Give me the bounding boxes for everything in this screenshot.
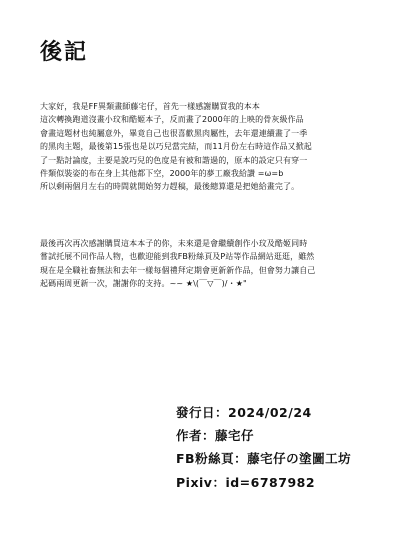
paragraph-line: 所以剩兩個月左右的時間就開始努力趕稿，最後總算還是把她給畫完了。 (40, 182, 300, 192)
paragraph-line: 大家好，我是FF異類畫師藤宅仔，首先一樣感謝購買我的本本 (40, 102, 261, 111)
paragraph-line: 了一點討論度，主要是說巧兒的色度是有被和諧過的，原本的設定只有穿一 (40, 155, 308, 165)
afterword-paragraph-1 (40, 100, 360, 194)
paragraph-line: 件類似裝姿的布在身上其他都下空，2000年的夢工廠我給讚 =ω=b (40, 169, 284, 179)
afterword-paragraph-2 (40, 237, 360, 291)
pixiv-id: Pixiv：id=6787982 (176, 474, 316, 490)
paragraph-line: 這次轉換跑道沒畫小玟和酷姬本子，反而畫了2000年的上映的骨灰級作品 (40, 115, 304, 125)
publication-info (176, 401, 351, 494)
page-title: 後記 (40, 40, 89, 65)
paragraph-line: 嘗試托展不同作品人物，也歡迎能到我FB粉絲頁及P站等作品網站逛逛，雖然 (40, 252, 315, 262)
paragraph-line: 的黑肉主題，最後第15張也是以巧兒當完結，而11月份左右時這作品又掀起 (40, 142, 312, 152)
paragraph-line: 最後再次再次感謝購買這本本子的你，未來還是會繼續創作小玟及酷姬同時 (40, 239, 308, 248)
paragraph-line: 起碼兩周更新一次，謝謝你的支持。~~ ★\(￣▽￣)/・★" (40, 279, 247, 289)
paragraph-line: 現在是全職社畜無法和去年一樣每個禮拜定期會更新新作品，但會努力讓自己 (40, 265, 316, 275)
release-date: 發行日：2024/02/24 (176, 405, 312, 420)
paragraph-line: 會畫這題材也純屬意外，畢竟自己也很喜歡黑肉屬性，去年還連續畫了一季 (40, 128, 308, 138)
fb-page: FB粉絲頁：藤宅仔の塗圖工坊 (176, 451, 352, 467)
author-name: 作者：藤宅仔 (176, 428, 255, 444)
